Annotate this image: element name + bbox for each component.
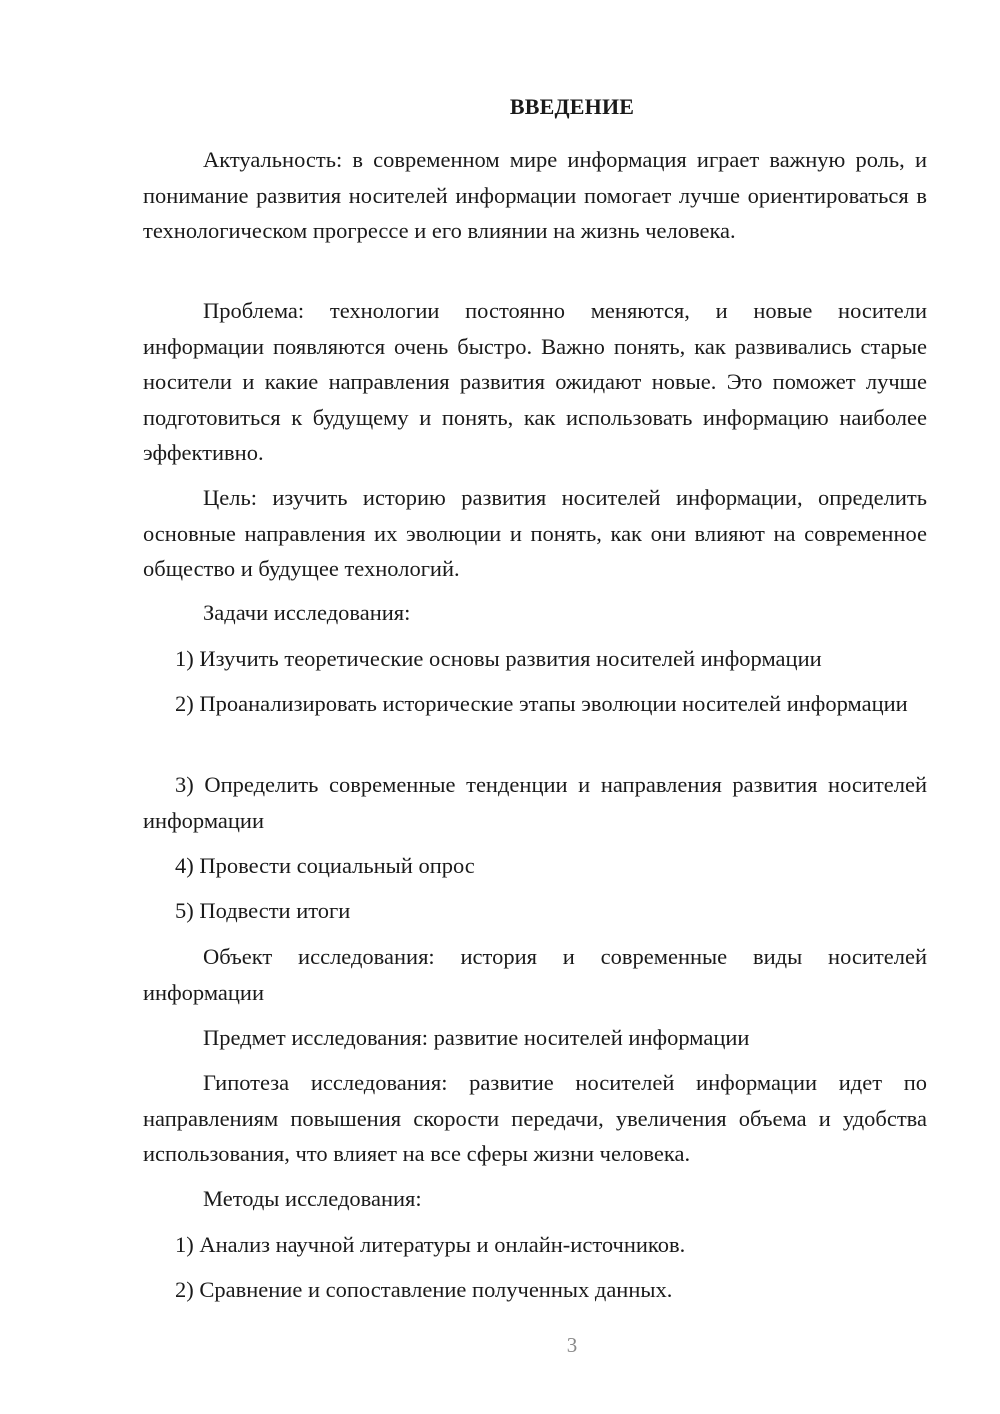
method-item: 1) Анализ научной литературы и онлайн-источников. <box>175 1232 686 1257</box>
task-item: 4) Провести социальный опрос <box>175 853 475 878</box>
task-item: 3) Определить современные тенденции и направления развития носителей информации <box>143 772 927 833</box>
problem-paragraph: Проблема: технологии постоянно меняются, и новые носители информации появляются очень быстро. Важно понять, как развивались старые носители и какие направления развития ожидают новые. Это поможет лучше подготовиться к будущему и понять, как использовать информацию наиболее эффективно. <box>143 298 927 465</box>
goal-paragraph: Цель: изучить историю развития носителей информации, определить основные направления их эволюции и понять, как они влияют на современное общество и будущее технологий. <box>143 485 927 581</box>
task-item: 2) Проанализировать исторические этапы эволюции носителей информации <box>175 691 908 716</box>
method-item: 2) Сравнение и сопоставление полученных данных. <box>175 1277 673 1302</box>
task-item: 5) Подвести итоги <box>175 898 351 923</box>
page-number: 3 <box>566 1333 578 1357</box>
section-heading: ВВЕДЕНИЕ <box>509 94 635 119</box>
methods-heading: Методы исследования: <box>203 1186 422 1211</box>
task-item: 1) Изучить теоретические основы развития носителей информации <box>175 646 822 671</box>
relevance-paragraph: Актуальность: в современном мире информация играет важную роль, и понимание развития носителей информации помогает лучше ориентироваться в технологическом прогрессе и его влиянии на жизнь человека. <box>143 147 927 243</box>
subject-paragraph: Предмет исследования: развитие носителей информации <box>203 1025 750 1050</box>
hypothesis-paragraph: Гипотеза исследования: развитие носителей информации идет по направлениям повышения скорости передачи, увеличения объема и удобства использования, что влияет на все сферы жизни человека. <box>143 1070 927 1166</box>
object-paragraph: Объект исследования: история и современные виды носителей информации <box>143 944 927 1005</box>
tasks-heading: Задачи исследования: <box>203 600 411 625</box>
